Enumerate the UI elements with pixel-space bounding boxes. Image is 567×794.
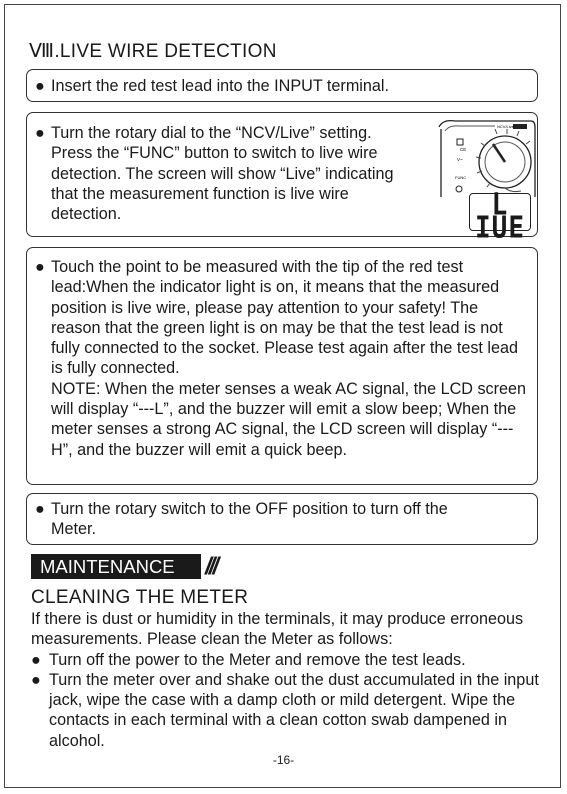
rotary-dial-icon <box>435 117 538 197</box>
bullet-icon: ● <box>35 77 45 95</box>
step-3-text: Touch the point to be measured with the tip of the red test lead:When the indicator light is on, it means that the measured position is live wire, please pay attention to your safety! The reason that the green light is on may be that the test lead is not fully connected to the socket. Please test again after the test lead is fully connected. <box>51 258 519 378</box>
note-text: NOTE: When the meter senses a weak AC signal, the LCD screen will display “---L”, and the buzzer will emit a slow beep; When the meter senses a strong AC signal, the LCD screen will display “---H”, and the buzzer will emit a quick beep. <box>51 379 527 459</box>
lcd-display-text: L IUE <box>475 188 525 247</box>
page-number: -16- <box>272 753 295 767</box>
bullet-icon: ● <box>31 650 41 669</box>
lcd-screen <box>469 188 531 247</box>
step-box-4 <box>26 493 538 545</box>
cleaning-body <box>31 609 551 751</box>
cleaning-intro: If there is dust or humidity in the terminals, it may produce erroneous measurements. Please clean the Meter as follows: <box>31 610 524 649</box>
bullet-icon: ● <box>35 500 45 518</box>
maintenance-banner <box>31 554 246 579</box>
section-title: Ⅷ.LIVE WIRE DETECTION <box>29 41 277 62</box>
cleaning-title: CLEANING THE METER <box>31 587 249 608</box>
maintenance-label: MAINTENANCE <box>31 554 201 579</box>
step-box-3 <box>26 247 538 485</box>
meter-illustration <box>435 117 538 247</box>
step-box-1 <box>26 69 538 102</box>
list-item <box>31 670 551 751</box>
bullet-icon: ● <box>35 124 45 142</box>
meter-ce-label: CE <box>460 147 467 152</box>
bullet-icon: ● <box>31 670 41 689</box>
cleaning-item-1: Turn off the power to the Meter and remove the test leads. <box>49 650 466 669</box>
step-box-2 <box>26 112 538 247</box>
bullet-icon: ● <box>35 258 45 276</box>
meter-func-label: FUNC <box>455 175 467 180</box>
list-item <box>31 650 551 670</box>
slashes-decoration: /// <box>205 553 217 580</box>
meter-v-label: V~ <box>457 157 463 162</box>
step-2-text: Turn the rotary dial to the “NCV/Live” setting. Press the “FUNC” button to switch to live wire detection. The screen will show “Live” indicating that the measurement function is live wire detection. <box>51 124 394 224</box>
step-4-text: Turn the rotary switch to the OFF position to turn off the Meter. <box>51 500 448 539</box>
step-1-text: Insert the red test lead into the INPUT terminal. <box>51 77 390 95</box>
meter-ncv-label: NCV/Live <box>497 124 514 129</box>
cleaning-item-2: Turn the meter over and shake out the dust accumulated in the input jack, wipe the case with a damp cloth or mild detergent. Wipe the contacts in each terminal with a clean cotton swab dampened in alcohol. <box>49 670 539 750</box>
